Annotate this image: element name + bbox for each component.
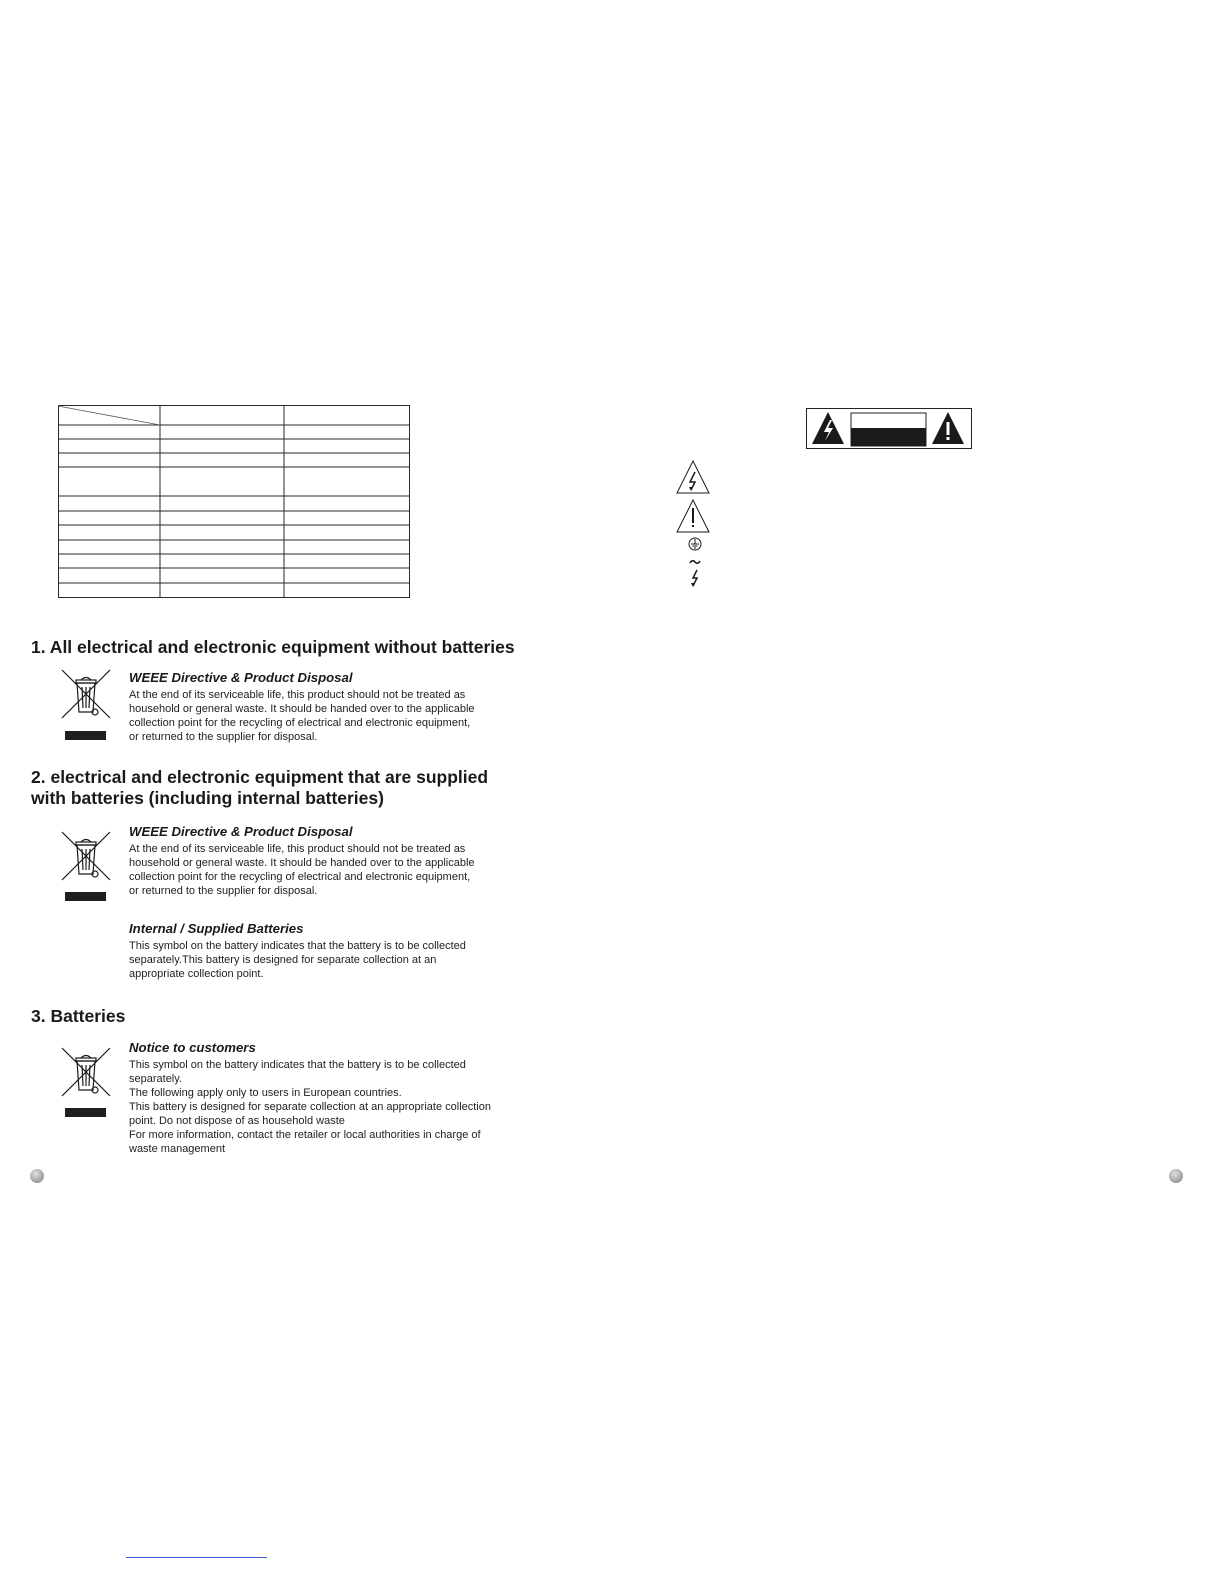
section-3-block-title: Notice to customers	[129, 1040, 256, 1055]
section-1-line-2: household or general waste. It should be handed over to the applicable	[129, 703, 475, 715]
section-2-line-4: or returned to the supplier for disposal.	[129, 885, 318, 897]
registration-dot-right	[1169, 1169, 1183, 1183]
exclamation-triangle-icon	[677, 500, 709, 532]
section-2-battery-line-2: separately.This battery is designed for separate collection at an	[129, 954, 437, 966]
section-2-battery-line-3: appropriate collection point.	[129, 968, 264, 980]
section-2-battery-line-1: This symbol on the battery indicates that the battery is to be collected	[129, 940, 466, 952]
symbol-list	[676, 458, 716, 593]
section-3-heading: 3. Batteries	[31, 1006, 126, 1026]
section-2-battery-title: Internal / Supplied Batteries	[129, 921, 304, 936]
section-2-heading-line-2: with batteries (including internal batteries)	[31, 788, 384, 808]
section-2-battery-block	[129, 921, 524, 981]
section-3-line-2: separately.	[129, 1073, 182, 1085]
section-2-block-title: WEEE Directive & Product Disposal	[129, 824, 353, 839]
registration-dot-left	[30, 1169, 44, 1183]
bin-underline-bar	[65, 731, 106, 740]
section-2-line-3: collection point for the recycling of electrical and electronic equipment,	[129, 871, 471, 883]
section-2-line-2: household or general waste. It should be handed over to the applicable	[129, 857, 475, 869]
spec-table-grid	[58, 405, 410, 598]
ac-tilde-icon	[690, 561, 700, 564]
crossed-bin-icon	[60, 1046, 112, 1098]
spec-table	[58, 405, 410, 598]
section-3-line-3: The following apply only to users in European countries.	[129, 1087, 402, 1099]
bin-underline-bar	[65, 1108, 106, 1117]
section-1-line-3: collection point for the recycling of electrical and electronic equipment,	[129, 717, 471, 729]
ground-symbol-icon	[689, 538, 701, 550]
section-3-line-6: For more information, contact the retailer or local authorities in charge of	[129, 1129, 481, 1141]
section-3-line-5: point. Do not dispose of as household waste	[129, 1115, 345, 1127]
section-1-block-title: WEEE Directive & Product Disposal	[129, 670, 353, 685]
footer-link-underline	[126, 1557, 267, 1558]
section-1-line-4: or returned to the supplier for disposal.	[129, 731, 318, 743]
section-3-line-4: This battery is designed for separate collection at an appropriate collection	[129, 1101, 491, 1113]
section-2-line-1: At the end of its serviceable life, this product should not be treated as	[129, 843, 466, 855]
section-3-line-1: This symbol on the battery indicates that the battery is to be collected	[129, 1059, 466, 1071]
section-3-line-7: waste management	[129, 1143, 225, 1155]
crossed-bin-icon	[60, 668, 112, 720]
bin-underline-bar	[65, 892, 106, 901]
section-2-heading-line-1: 2. electrical and electronic equipment that are supplied	[31, 767, 489, 787]
live-terminal-icon	[691, 570, 697, 587]
lightning-triangle-icon	[677, 461, 709, 493]
header-diagonal	[58, 406, 160, 425]
section-1-block	[129, 670, 524, 744]
crossed-bin-icon	[60, 830, 112, 882]
warning-label	[806, 408, 972, 449]
section-1-line-1: At the end of its serviceable life, this product should not be treated as	[129, 689, 466, 701]
section-2-block	[129, 824, 524, 898]
label-black-band	[851, 428, 926, 446]
section-1-heading: 1. All electrical and electronic equipment without batteries	[31, 637, 515, 657]
section-3-block	[129, 1040, 524, 1156]
